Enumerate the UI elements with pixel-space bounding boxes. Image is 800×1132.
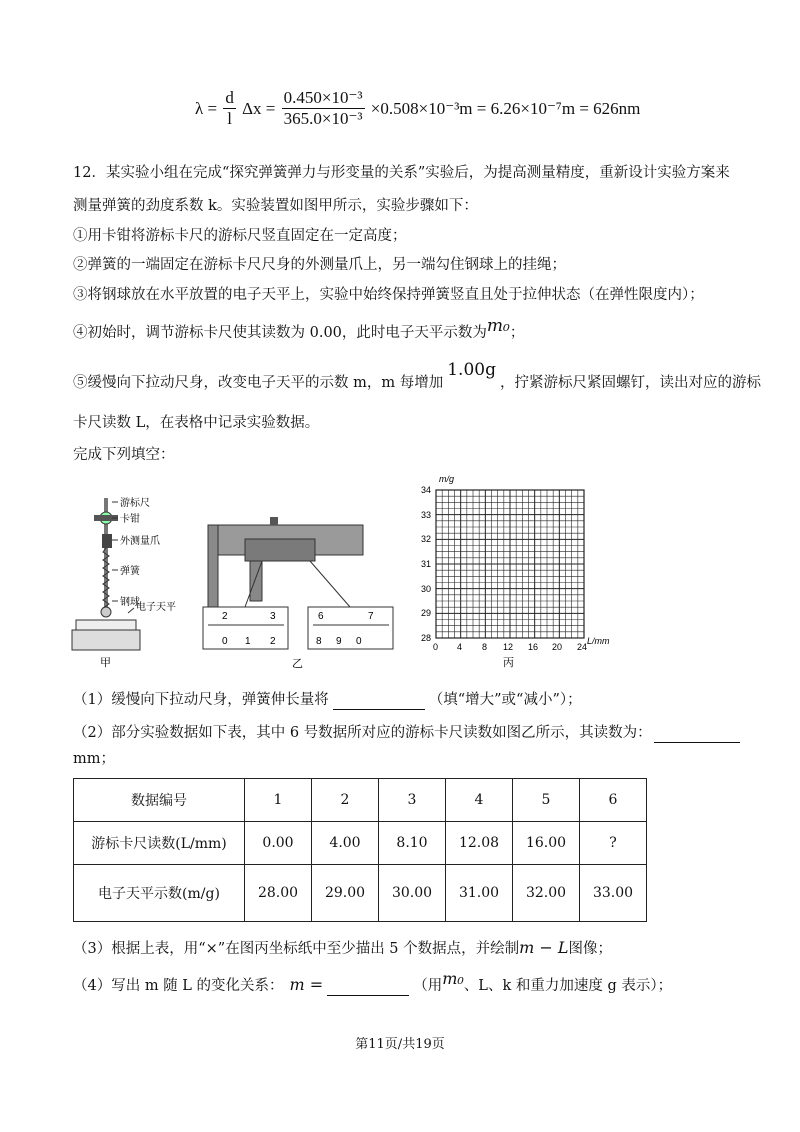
question-stem-line1: 12．某实验小组在完成“探究弹簧弹力与形变量的关系”实验后，为提高测量精度，重新设计实验方案来: [73, 165, 730, 181]
caption-jia: 甲: [100, 657, 111, 668]
question-stem-line2: 测量弹簧的劲度系数 k。实验装置如图甲所示，实验步骤如下：: [73, 198, 478, 214]
fraction-values: $\frac{\text{0.450×10⁻³}}{\text{365.0×10⁻³}}$: [283, 88, 363, 128]
table-row: [74, 865, 647, 922]
bing-ylabel: m/g: [439, 474, 455, 484]
step-3: ③将钢球放在水平放置的电子天平上，实验中始终保持弹簧竖直且处于拉伸状态（在弹性限度内）；: [73, 287, 704, 303]
answer-blank-1[interactable]: [333, 693, 425, 710]
yi-left-bottom-0: 0: [222, 636, 228, 647]
step-1: ①用卡钳将游标卡尺的游标尺竖直固定在一定高度；: [73, 228, 407, 244]
xtick-12: 12: [503, 642, 514, 652]
xtick-24: 24: [577, 642, 588, 652]
spring: [103, 548, 109, 616]
table-cell: 12.08: [446, 822, 513, 865]
ytick-29: 29: [421, 608, 432, 618]
table-cell: 29.00: [312, 865, 379, 922]
yi-left-top-3: 3: [270, 611, 276, 622]
label-balance: 电子天平: [136, 602, 176, 613]
label-clamp: 卡钳: [120, 514, 140, 525]
caliper-fixed-jaw: [208, 525, 218, 610]
caption-yi: 乙: [292, 658, 303, 670]
yi-left-top-2: 2: [222, 611, 228, 622]
answer-blank-2[interactable]: [654, 726, 740, 743]
caliper-vernier: [245, 539, 315, 561]
label-vernier: 游标尺: [120, 498, 150, 509]
table-cell: 30.00: [379, 865, 446, 922]
table-cell: 32.00: [513, 865, 580, 922]
m0-symbol: m₀: [486, 316, 510, 336]
subq-4: （4）写出 m 随 L 的变化关系： m = （用m₀、L、k 和重力加速度 g 表示）；: [73, 969, 673, 994]
xtick-16: 16: [528, 642, 539, 652]
table-header-cell: 2: [312, 779, 379, 822]
row-label-vernier: 游标卡尺读数(L/mm): [74, 822, 245, 865]
yi-right-bottom-0: 0: [356, 636, 362, 647]
wavelength-formula: [195, 88, 640, 129]
caption-bing: 丙: [503, 657, 514, 669]
ytick-30: 30: [421, 584, 432, 594]
xtick-20: 20: [552, 642, 563, 652]
formula-lhs: λ =: [195, 98, 218, 118]
row-label-balance: 电子天平示数(m/g): [74, 865, 245, 922]
table-header-cell: 数据编号: [74, 779, 245, 822]
table-cell: 4.00: [312, 822, 379, 865]
lock-screw: [270, 517, 278, 525]
yi-right-bottom-9: 9: [336, 636, 342, 647]
ytick-32: 32: [421, 534, 432, 544]
table-cell: 8.10: [379, 822, 446, 865]
yi-right-bottom-8: 8: [316, 636, 322, 647]
label-spring: 弹簧: [120, 566, 140, 577]
table-header-cell: 5: [513, 779, 580, 822]
table-header-cell: 3: [379, 779, 446, 822]
bing-xlabel: L/mm: [587, 636, 610, 646]
outer-jaw: [102, 534, 112, 548]
answer-blank-4[interactable]: [327, 979, 409, 996]
table-cell: 33.00: [580, 865, 647, 922]
xtick-0: 0: [433, 642, 439, 652]
ytick-34: 34: [421, 485, 432, 495]
m0-symbol-2: m₀: [442, 969, 464, 988]
yi-right-top-7: 7: [368, 611, 374, 622]
step-5: ⑤缓慢向下拉动尺身，改变电子天平的示数 m，m 每增加1.00g，拧紧游标尺紧固螺钉，读出对应的游标: [73, 360, 761, 391]
ytick-28: 28: [421, 633, 432, 643]
table-cell: 0.00: [245, 822, 312, 865]
step-4: ④初始时，调节游标卡尺使其读数为 0.00，此时电子天平示数为m₀；: [73, 316, 525, 341]
table-cell: ?: [580, 822, 647, 865]
figure-jia: [68, 488, 188, 668]
xtick-4: 4: [457, 642, 463, 652]
balance-top: [76, 620, 136, 630]
yi-left-bottom-2: 2: [270, 636, 276, 647]
complete-prompt: 完成下列填空：: [73, 447, 175, 463]
table-cell: 28.00: [245, 865, 312, 922]
subq-2-unit: mm；: [73, 751, 115, 767]
step-5-line2: 卡尺读数 L，在表格中记录实验数据。: [73, 415, 320, 431]
label-ball: 钢球: [120, 597, 140, 608]
figure-yi: [200, 505, 400, 670]
table-header-cell: 1: [245, 779, 312, 822]
xtick-8: 8: [482, 642, 488, 652]
table-cell: 16.00: [513, 822, 580, 865]
formula-delta-x: Δx =: [242, 98, 276, 118]
page-footer: 第11页/共19页: [355, 1037, 445, 1052]
table-header-cell: 6: [580, 779, 647, 822]
electronic-balance: [72, 630, 140, 650]
subq-3: （3）根据上表，用“×”在图丙坐标纸中至少描出 5 个数据点，并绘制m − L图像；: [73, 938, 613, 957]
table-row: [74, 822, 647, 865]
yi-left-bottom-1: 1: [245, 636, 251, 647]
fraction-d-over-l: $\frac{d}{l}$: [225, 88, 234, 128]
data-table: [73, 778, 647, 922]
steel-ball: [101, 607, 111, 617]
step-2: ②弹簧的一端固定在游标卡尺尺身的外测量爪上，另一端勾住钢球上的挂绳；: [73, 257, 566, 273]
mass-increment: 1.00g: [447, 360, 496, 380]
table-cell: 31.00: [446, 865, 513, 922]
ytick-33: 33: [421, 510, 432, 520]
figure-bing: [415, 468, 615, 670]
table-header-row: [74, 779, 647, 822]
m-equals-symbol: m =: [289, 975, 324, 994]
subq-1: （1）缓慢向下拉动尺身，弹簧伸长量将 （填“增大”或“减小”）；: [73, 692, 582, 708]
formula-result: ×0.508×10⁻³m = 6.26×10⁻⁷m = 626nm: [370, 98, 641, 118]
table-header-cell: 4: [446, 779, 513, 822]
yi-right-top-6: 6: [318, 611, 324, 622]
ytick-31: 31: [421, 559, 432, 569]
subq-2: （2）部分实验数据如下表，其中 6 号数据所对应的游标卡尺读数如图乙所示，其读数为：: [73, 723, 740, 743]
m-l-symbol: m − L: [519, 938, 569, 957]
label-jaw: 外测量爪: [120, 536, 160, 547]
